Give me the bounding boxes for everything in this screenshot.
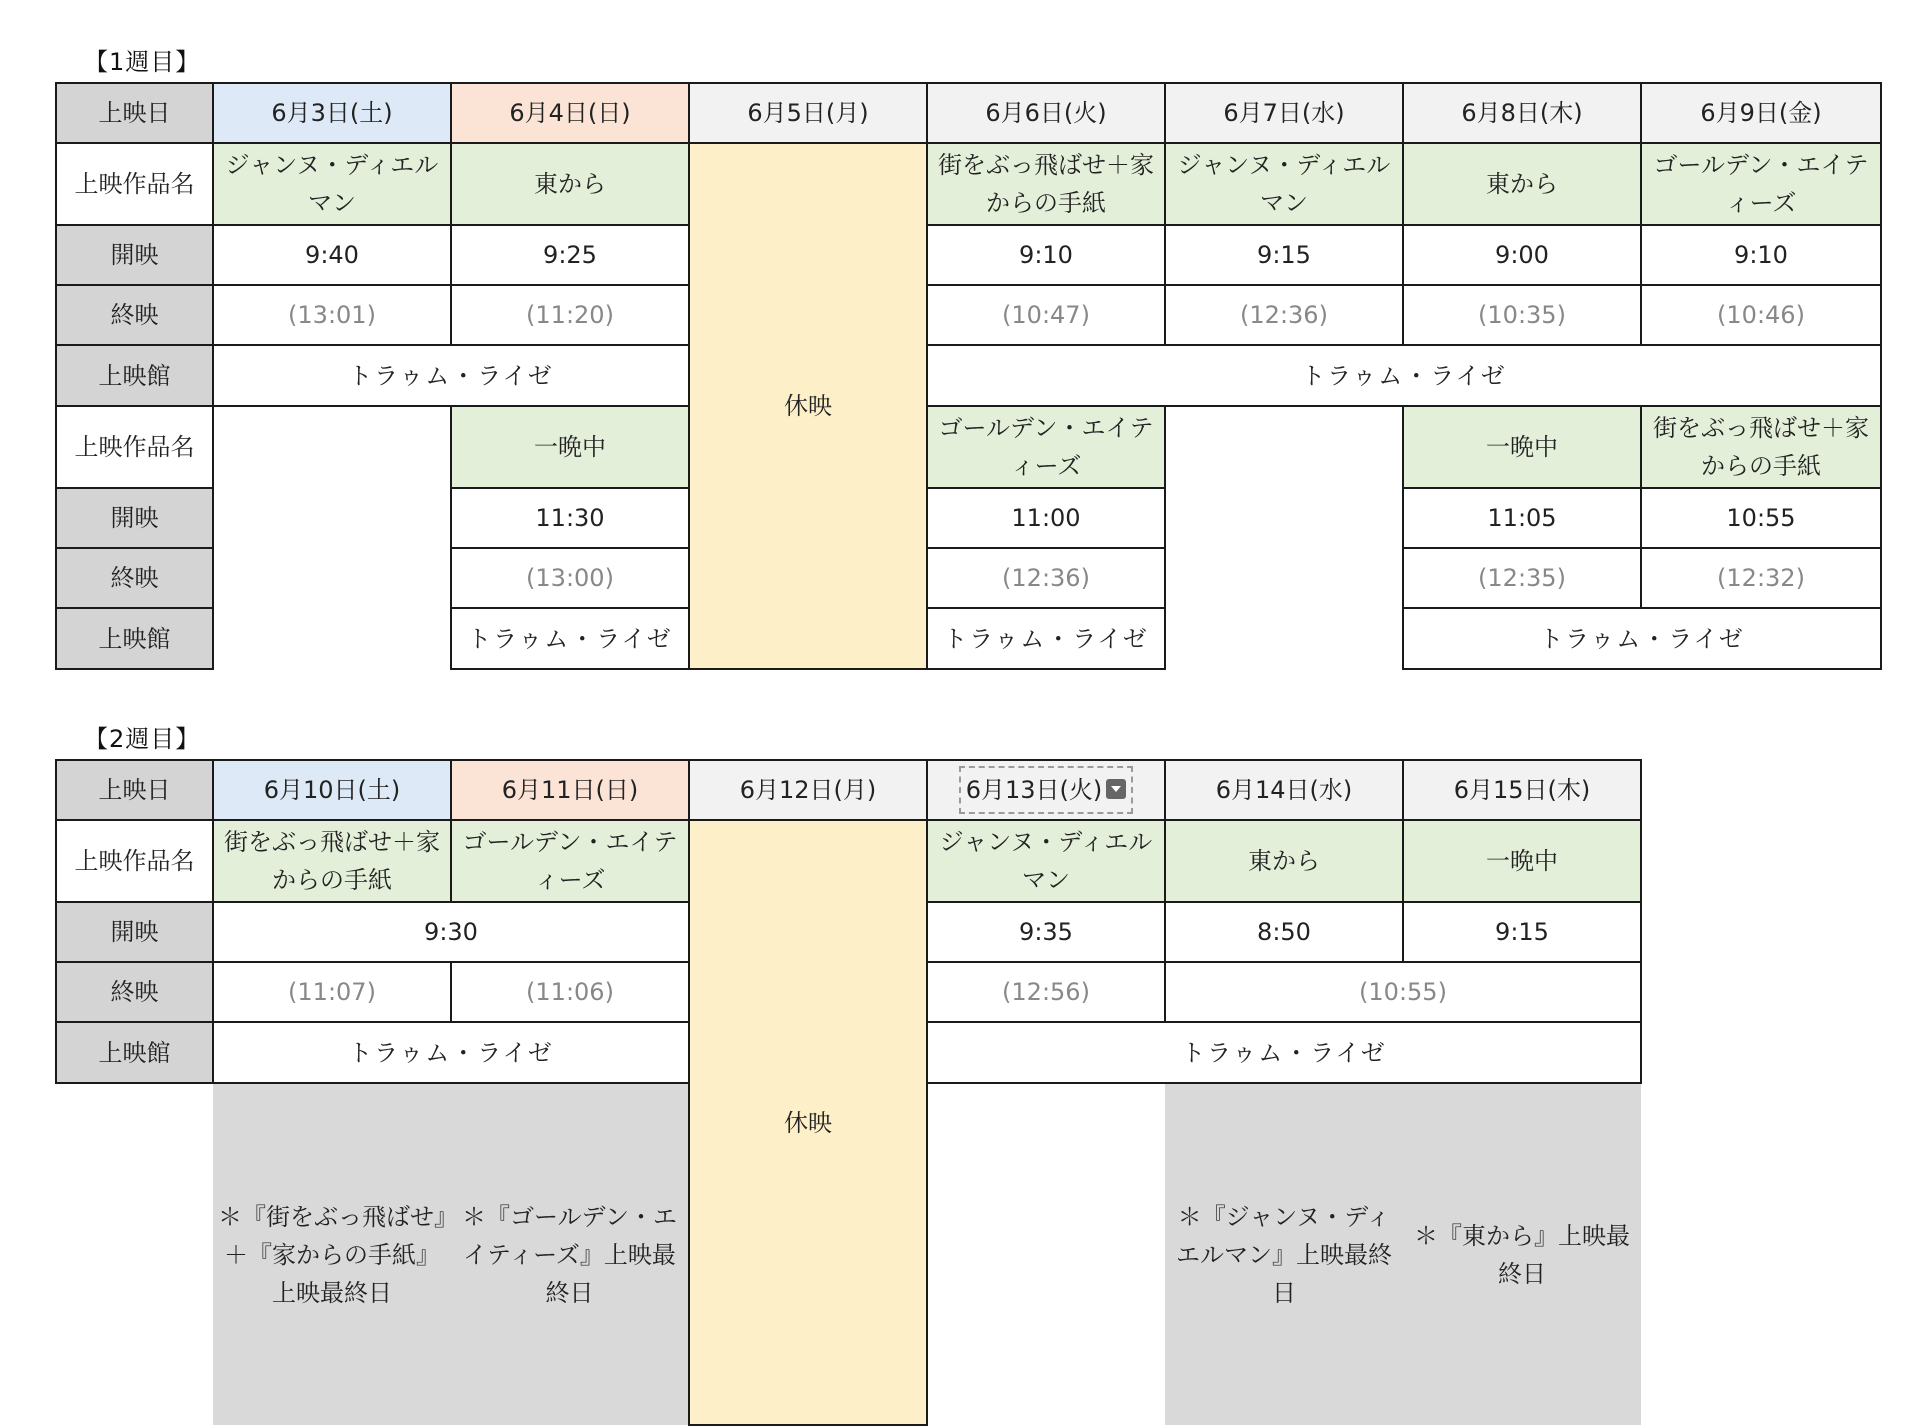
film-title: 東から xyxy=(1165,820,1403,902)
end-time: (10:46) xyxy=(1641,285,1881,345)
row-label-date: 上映日 xyxy=(56,760,213,820)
end-time: (11:06) xyxy=(451,962,689,1022)
start-time: 9:30 xyxy=(213,902,689,962)
row-label-end: 終映 xyxy=(56,285,213,345)
date-header: 6月8日(木) xyxy=(1403,83,1641,143)
date-header: 6月12日(月) xyxy=(689,760,927,820)
start-time: 11:30 xyxy=(451,488,689,548)
week1-title: 【1週目】 xyxy=(84,48,201,76)
end-time: (12:36) xyxy=(1165,285,1403,345)
film-title: 一晩中 xyxy=(451,406,689,488)
date-header: 6月11日(日) xyxy=(451,760,689,820)
film-title: 街をぶっ飛ばせ＋家からの手紙 xyxy=(213,820,451,902)
end-time: (10:35) xyxy=(1403,285,1641,345)
closed-day: 休映 xyxy=(689,143,927,669)
empty-cell xyxy=(213,406,451,669)
date-header: 6月7日(水) xyxy=(1165,83,1403,143)
row-label-end: 終映 xyxy=(56,962,213,1022)
final-day-note: ＊『東から』上映最終日 xyxy=(1403,1083,1641,1425)
end-time: (12:32) xyxy=(1641,548,1881,608)
film-title: 街をぶっ飛ばせ＋家からの手紙 xyxy=(1641,406,1881,488)
row-label-open: 開映 xyxy=(56,902,213,962)
venue-name: トラゥム・ライゼ xyxy=(927,608,1165,669)
start-time: 10:55 xyxy=(1641,488,1881,548)
end-time: (13:00) xyxy=(451,548,689,608)
end-time: (12:36) xyxy=(927,548,1165,608)
venue-name: トラゥム・ライゼ xyxy=(213,345,689,406)
start-time: 9:40 xyxy=(213,225,451,285)
closed-day: 休映 xyxy=(689,820,927,1425)
venue-name: トラゥム・ライゼ xyxy=(927,345,1881,406)
final-day-note: ＊『ゴールデン・エイティーズ』上映最終日 xyxy=(451,1083,689,1425)
row-label-open: 開映 xyxy=(56,488,213,548)
date-header: 6月4日(日) xyxy=(451,83,689,143)
end-time: (10:55) xyxy=(1165,962,1641,1022)
empty-cell xyxy=(927,1083,1165,1425)
start-time: 9:15 xyxy=(1165,225,1403,285)
date-header: 6月14日(水) xyxy=(1165,760,1403,820)
date-header: 6月6日(火) xyxy=(927,83,1165,143)
start-time: 9:15 xyxy=(1403,902,1641,962)
film-title: ジャンヌ・ディエルマン xyxy=(1165,143,1403,225)
row-label-film: 上映作品名 xyxy=(56,406,213,488)
start-time: 9:25 xyxy=(451,225,689,285)
film-title: ゴールデン・エイティーズ xyxy=(451,820,689,902)
start-time: 11:00 xyxy=(927,488,1165,548)
start-time: 9:35 xyxy=(927,902,1165,962)
film-title: ジャンヌ・ディエルマン xyxy=(213,143,451,225)
end-time: (12:56) xyxy=(927,962,1165,1022)
film-title: 東から xyxy=(1403,143,1641,225)
film-title: 一晩中 xyxy=(1403,406,1641,488)
venue-name: トラゥム・ライゼ xyxy=(927,1022,1641,1083)
final-day-note: ＊『街をぶっ飛ばせ』＋『家からの手紙』上映最終日 xyxy=(213,1083,451,1425)
start-time: 11:05 xyxy=(1403,488,1641,548)
dropdown-arrow-icon[interactable] xyxy=(1106,779,1126,799)
week2-title: 【2週目】 xyxy=(84,725,201,753)
date-header: 6月9日(金) xyxy=(1641,83,1881,143)
row-label-open: 開映 xyxy=(56,225,213,285)
selected-cell-outline[interactable] xyxy=(964,771,1129,809)
date-header: 6月10日(土) xyxy=(213,760,451,820)
film-title: 東から xyxy=(451,143,689,225)
week2-schedule-table xyxy=(55,759,1642,1426)
start-time: 9:10 xyxy=(1641,225,1881,285)
row-label-film: 上映作品名 xyxy=(56,143,213,225)
row-label-venue: 上映館 xyxy=(56,1022,213,1083)
venue-name: トラゥム・ライゼ xyxy=(451,608,689,669)
row-label-date: 上映日 xyxy=(56,83,213,143)
row-label-venue: 上映館 xyxy=(56,345,213,406)
empty-cell xyxy=(1165,406,1403,669)
start-time: 9:10 xyxy=(927,225,1165,285)
date-header: 6月15日(木) xyxy=(1403,760,1641,820)
empty-cell xyxy=(56,1083,213,1425)
start-time: 9:00 xyxy=(1403,225,1641,285)
film-title: ゴールデン・エイティーズ xyxy=(927,406,1165,488)
end-time: (13:01) xyxy=(213,285,451,345)
date-header: 6月3日(土) xyxy=(213,83,451,143)
row-label-film: 上映作品名 xyxy=(56,820,213,902)
date-header: 6月5日(月) xyxy=(689,83,927,143)
date-header-selected[interactable] xyxy=(927,760,1165,820)
date-label: 6月13日(火) xyxy=(965,776,1103,804)
end-time: (10:47) xyxy=(927,285,1165,345)
end-time: (11:20) xyxy=(451,285,689,345)
row-label-venue: 上映館 xyxy=(56,608,213,669)
film-title: ゴールデン・エイティーズ xyxy=(1641,143,1881,225)
final-day-note: ＊『ジャンヌ・ディエルマン』上映最終日 xyxy=(1165,1083,1403,1425)
start-time: 8:50 xyxy=(1165,902,1403,962)
week1-schedule-table xyxy=(55,82,1882,670)
row-label-end: 終映 xyxy=(56,548,213,608)
film-title: ジャンヌ・ディエルマン xyxy=(927,820,1165,902)
venue-name: トラゥム・ライゼ xyxy=(1403,608,1881,669)
film-title: 街をぶっ飛ばせ＋家からの手紙 xyxy=(927,143,1165,225)
film-title: 一晩中 xyxy=(1403,820,1641,902)
end-time: (12:35) xyxy=(1403,548,1641,608)
venue-name: トラゥム・ライゼ xyxy=(213,1022,689,1083)
end-time: (11:07) xyxy=(213,962,451,1022)
